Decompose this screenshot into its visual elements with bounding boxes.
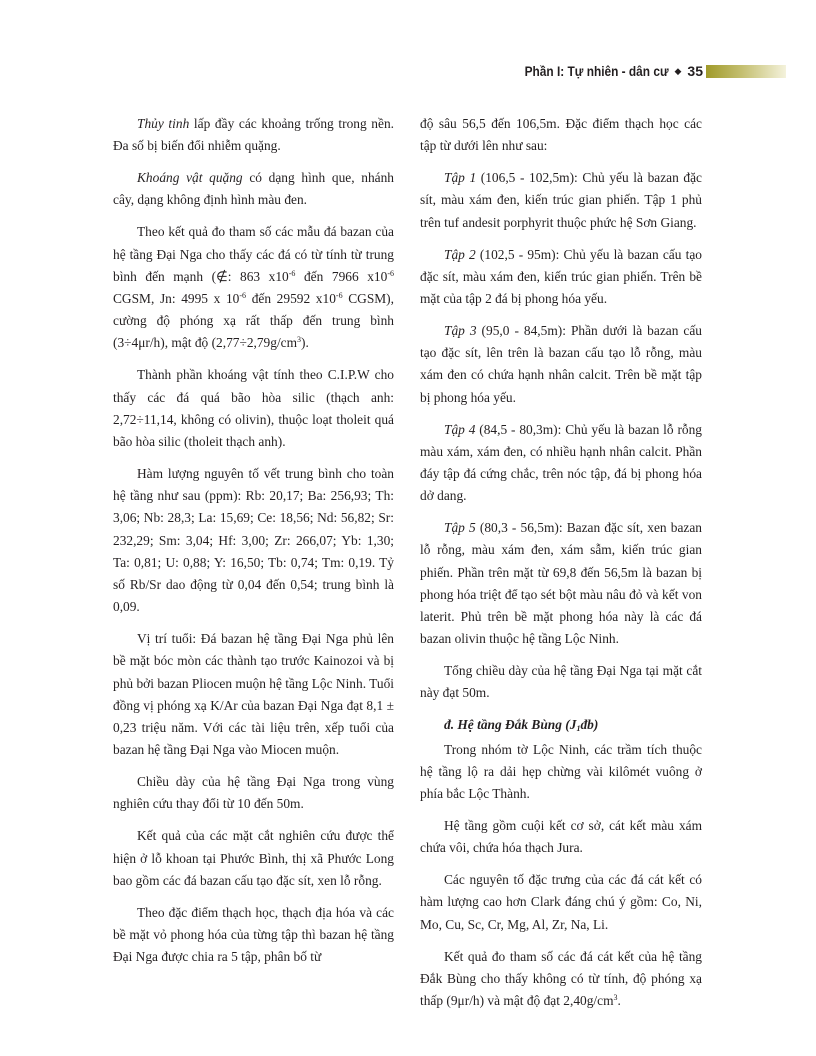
paragraph-magnetic-properties: Theo kết quả đo tham số các mẫu đá bazan của hệ tầng Đại Nga cho thấy các đá có từ tính từ trung bình đến mạnh (∉: 863 $x10^{-6}$ đến 7966 $x10^{-6}$ CGSM, Jn: 4995 x $10^{-6}$ đến 29592 $x10^{-6}$ CGSM), cường độ phóng xạ rất thấp đến trung bình (3÷4μr/h), mật độ $(2,77\div 2,79g/cm^3)$. — [113, 224, 394, 351]
paragraph-trace-elements: Hàm lượng nguyên tố vết trung bình cho toàn hệ tầng như sau (ppm): Rb: 20,17; Ba: 256,93; Th: 3,06; Nb: 28,3; La: 15,69; Ce: 18,56; Nd: 56,82; Sr: 232,29; Sm: 3,04; Hf: 3,00; Zr: 266,07; Yb: 1,30; Ta: 0,81; U: 0,88; Y: 16,50; Tb: 0,74; Tm: 0,19. Tỷ số Rb/Sr dao động từ 0,04 đến 0,54; trung bình là 0,09. — [113, 466, 394, 615]
layer-label: Tập 5 — [444, 520, 476, 536]
diamond-icon: ◆ — [674, 65, 682, 76]
paragraph: Khoáng vật quặng có dạng hình que, nhánh cây, dạng không định hình màu đen. — [113, 170, 394, 208]
right-column — [420, 113, 702, 1022]
page-number: 35 — [687, 63, 703, 79]
running-header — [505, 60, 816, 82]
section-heading: đ. Hệ tầng Đắk Bùng $(J_1đb)$ — [444, 717, 599, 734]
left-column — [113, 113, 394, 978]
layer-label: Tập 1 — [444, 170, 477, 186]
layer-label: Tập 3 — [444, 323, 477, 339]
layer-label: Tập 2 — [444, 246, 476, 262]
term: Khoáng vật quặng — [137, 170, 243, 186]
section-title: Phần I: Tự nhiên - dân cư — [524, 63, 669, 79]
paragraph-continued: độ sâu 56,5 đến 106,5m. Đặc điểm thạch học các tập từ dưới lên như sau: — [420, 116, 702, 154]
term: Thủy tinh — [137, 116, 190, 131]
paragraph: Thành phần khoáng vật tính theo C.I.P.W cho thấy các đá quá bão hòa silic (thạch anh: 2,72÷11,14, không có olivin), thuộc loạt tholeit quá bão hòa silic (tholeit thạch anh). — [113, 367, 394, 450]
paragraph: Thủy tinh lấp đầy các khoảng trống trong nền. Đa số bị biến đổi nhiễm quặng. — [113, 116, 394, 154]
paragraph-age: Vị trí tuổi: Đá bazan hệ tầng Đại Nga phủ lên bề mặt bóc mòn các thành tạo trước Kainozoi và bị phủ bởi bazan Pliocen muộn hệ tầng Lộc Ninh. Tuổi đồng vị phóng xạ K/Ar của bazan Đại Nga đạt 8,1 ± 0,23 triệu năm. Với các tài liệu trên, xếp tuổi của bazan hệ tầng Đại Nga vào Miocen muộn. — [113, 631, 394, 758]
paragraph: Kết quả đo tham số các đá cát kết của hệ tầng Đắk Bùng cho thấy không có từ tính, độ phóng xạ thấp (9μr/h) và mật độ đạt $2,40g/cm^3$. — [420, 948, 702, 1009]
header-accent-bar — [706, 65, 786, 78]
layer-paragraph: Tập 4 (84,5 - 80,3m): Chủ yếu là bazan lỗ rỗng màu xám, xám đen, có nhiều hạnh nhân calcit. Phần đáy tập đá cứng chắc, trên nóc tập, đá bị phong hóa dở dang. — [420, 421, 702, 504]
layer-label: Tập 4 — [444, 421, 476, 437]
paragraph: Trong nhóm tờ Lộc Ninh, các trầm tích thuộc hệ tầng lộ ra dải hẹp chừng vài kilômét vuông ở phía bắc Lộc Thành. — [420, 741, 702, 802]
paragraph: Chiều dày của hệ tầng Đại Nga trong vùng nghiên cứu thay đổi từ 10 đến 50m. — [113, 774, 394, 812]
paragraph: Hệ tầng gồm cuội kết cơ sở, cát kết màu xám chứa vôi, chứa hóa thạch Jura. — [420, 818, 702, 856]
layer-paragraph: Tập 1 (106,5 - 102,5m): Chủ yếu là bazan đặc sít, màu xám đen, kiến trúc gian phiến. Tập 1 phủ trên tuf andesit porphyrit thuộc phức hệ Sơn Giang. — [420, 170, 702, 230]
layer-paragraph: Tập 3 (95,0 - 84,5m): Phần dưới là bazan cấu tạo đặc sít, lên trên là bazan cấu tạo lỗ rỗng, màu xám đen có chứa hạnh nhân calcit. Trên bề mặt tập bị phong hóa yếu. — [420, 323, 702, 405]
paragraph: Kết quả của các mặt cắt nghiên cứu được thể hiện ở lỗ khoan tại Phước Bình, thị xã Phước Long bao gồm các đá bazan cấu tạo đặc sít, xen lỗ rỗng. — [113, 828, 394, 888]
layer-paragraph: Tập 2 (102,5 - 95m): Chủ yếu là bazan cấu tạo đặc sít, màu xám đen, kiến trúc gian phiến. Trên bề mặt của tập 2 đá bị phong hóa yếu. — [420, 246, 702, 307]
paragraph: Tổng chiều dày của hệ tầng Đại Nga tại mặt cắt này đạt 50m. — [420, 663, 702, 701]
paragraph: Theo đặc điểm thạch học, thạch địa hóa và các bề mặt vỏ phong hóa của từng tập thì bazan hệ tầng Đại Nga được chia ra 5 tập, phân bố từ — [113, 904, 394, 965]
paragraph: Các nguyên tố đặc trưng của các đá cát kết có hàm lượng cao hơn Clark đáng chú ý gồm: Co, Ni, Mo, Cu, Sc, Cr, Mg, Al, Zr, Na, Li. — [420, 872, 702, 932]
layer-paragraph: Tập 5 (80,3 - 56,5m): Bazan đặc sít, xen bazan lỗ rỗng, màu xám đen, xám sẫm, kiến trúc gian phiến. Phần trên mặt từ 69,8 đến 56,5m là bazan bị phong hóa triệt để tạo sét bột màu nâu đỏ và kết von laterit. Phủ trên bề mặt phong hóa này là các đá bazan olivin thuộc hệ tầng Lộc Ninh. — [420, 520, 702, 647]
